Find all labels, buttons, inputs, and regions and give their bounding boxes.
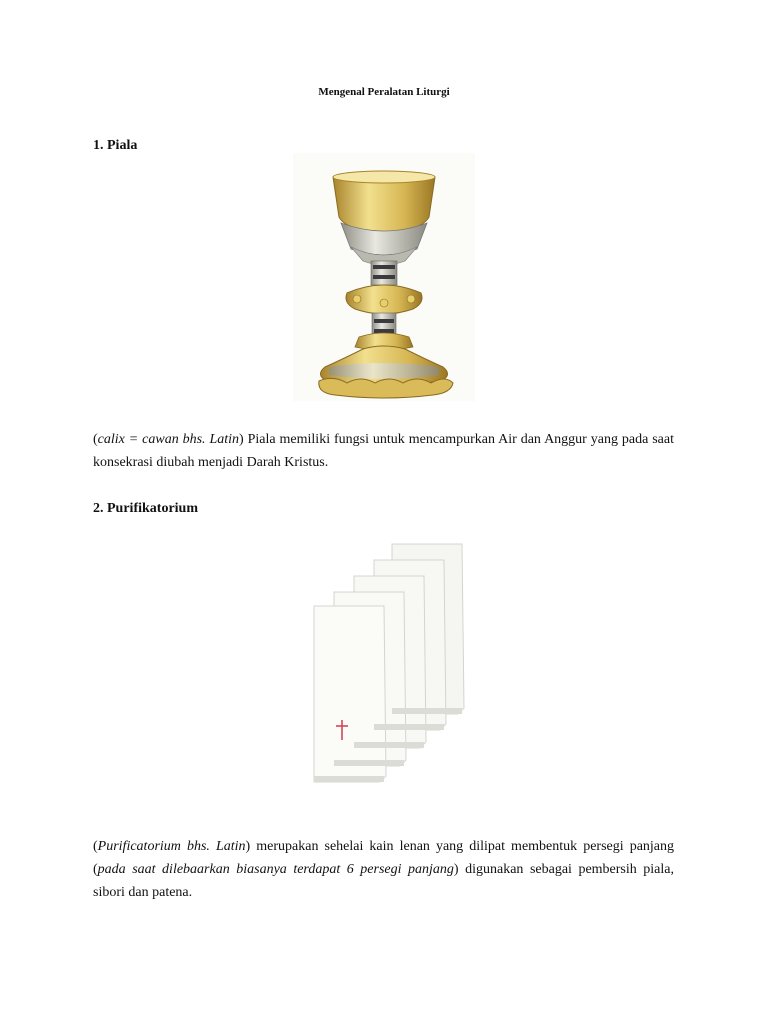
paragraph-piala [93,428,674,474]
paren-close: ) [245,839,251,854]
paragraph-text: merupakan sehelai kain lenan yang dilipat membentuk persegi panjang ( [93,839,675,877]
paren-open: ( [93,839,98,854]
chalice-icon [293,153,475,401]
paragraph-text: Piala memiliki fungsi untuk mencampurkan Air dan Anggur yang pada saat konsekrasi diubah menjadi Darah Kristus. [93,432,674,470]
paren-close: ) [239,432,244,447]
section-heading-purifikatorium: 2. Purifikatorium [93,501,198,516]
latin-term-calix: calix = cawan bhs. Latin [97,432,240,447]
page-title: Mengenal Peralatan Liturgi [318,86,450,98]
paragraph-text-end: ) digunakan sebagai pembersih piala, sibori dan patena. [93,862,675,900]
purificator-cloth-icon [296,538,476,806]
paragraph-italic-note: pada saat dilebaarkan biasanya terdapat 6 persegi panjang [97,862,454,877]
latin-term-purificatorium: Purificatorium bhs. Latin [97,839,246,854]
paren-open: ( [93,432,98,447]
paragraph-purifikatorium [93,835,674,904]
section-heading-piala: 1. Piala [93,138,138,153]
